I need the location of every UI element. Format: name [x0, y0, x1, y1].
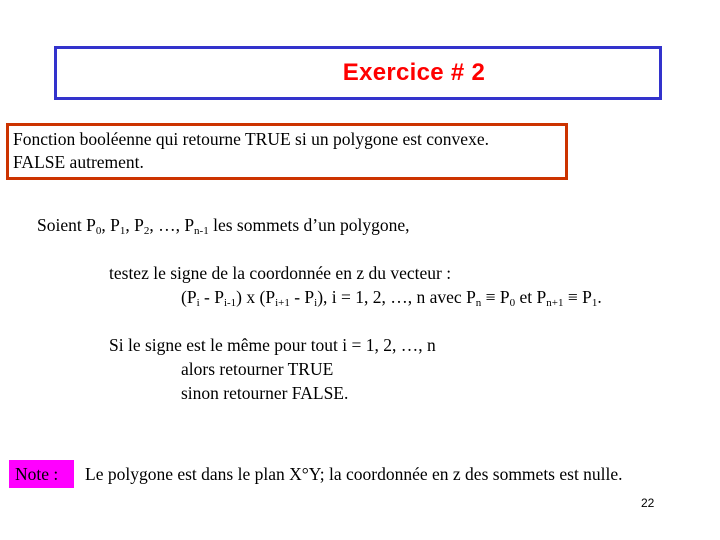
title-box [54, 46, 662, 100]
formula-line: $(P_i - P_{i-1})$ x $(P_{i+1} - P_i)$, i = 1, 2, …, n avec $P_n \equiv P_0$ et $P_{n+1} \equiv P_1$. [181, 287, 602, 309]
sinon-line: sinon retourner FALSE. [181, 383, 349, 403]
soient-line: Soient $P_0$, $P_1$, $P_2$, …, $P_{n-1}$ les sommets d’un polygone, [37, 215, 410, 237]
si-line: Si le signe est le même pour tout i = 1, 2, …, n [109, 335, 436, 355]
description-line-1: Fonction booléenne qui retourne TRUE si un polygone est convexe. [13, 129, 489, 149]
description-line-2: FALSE autrement. [13, 152, 144, 172]
note-text: Le polygone est dans le plan X°Y; la coordonnée en z des sommets est nulle. [85, 464, 623, 484]
testez-line: testez le signe de la coordonnée en z du vecteur : [109, 263, 452, 283]
alors-line: alors retourner TRUE [181, 359, 334, 379]
page-number: 22 [641, 496, 655, 510]
description-box [6, 123, 568, 180]
note-label: Note : [9, 460, 74, 488]
page-title: Exercice # 2 [342, 59, 486, 86]
